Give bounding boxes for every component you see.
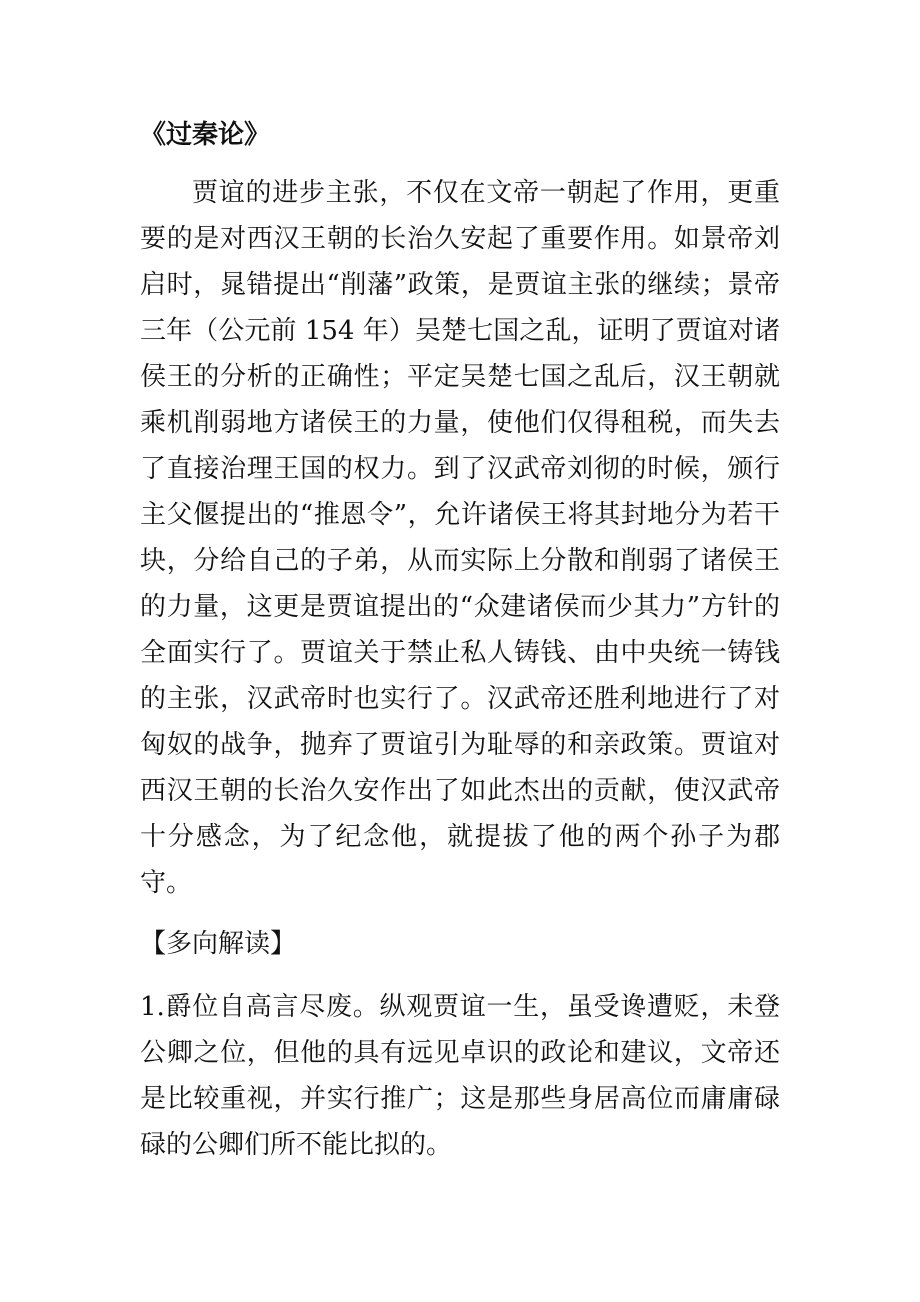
document-title: 《过秦论》 xyxy=(140,120,271,150)
numbered-point: 1.爵位自高言尽废。纵观贾谊一生，虽受谗遭贬，未登公卿之位，但他的具有远见卓识的政论和建议，文帝还是比较重视，并实行推广；这是那些身居高位而庸庸碌碌的公卿们所不能比拟的。 xyxy=(140,992,780,1160)
document-page xyxy=(140,112,780,1168)
body-paragraph: 贾谊的进步主张，不仅在文帝一朝起了作用，更重要的是对西汉王朝的长治久安起了重要作用。如景帝刘启时，晁错提出“削藩”政策，是贾谊主张的继续；景帝三年（公元前 154 年）吴楚七国之乱，证明了贾谊对诸侯王的分析的正确性；平定吴楚七国之乱后，汉王朝就乘机削弱地方诸侯王的力量，使他们仅得租税，而失去了直接治理王国的权力。到了汉武帝刘彻的时候，颁行主父偃提出的“推恩令”，允许诸侯王将其封地分为若干块，分给自己的子弟，从而实际上分散和削弱了诸侯王的力量，这更是贾谊提出的“众建诸侯而少其力”方针的全面实行了。贾谊关于禁止私人铸钱、由中央统一铸钱的主张，汉武帝时也实行了。汉武帝还胜利地进行了对匈奴的战争，抛弃了贾谊引为耻辱的和亲政策。贾谊对西汉王朝的长治久安作出了如此杰出的贡献，使汉武帝十分感念，为了纪念他，就提拔了他的两个孙子为郡守。 xyxy=(140,178,780,898)
section-heading: 【多向解读】 xyxy=(140,929,297,959)
